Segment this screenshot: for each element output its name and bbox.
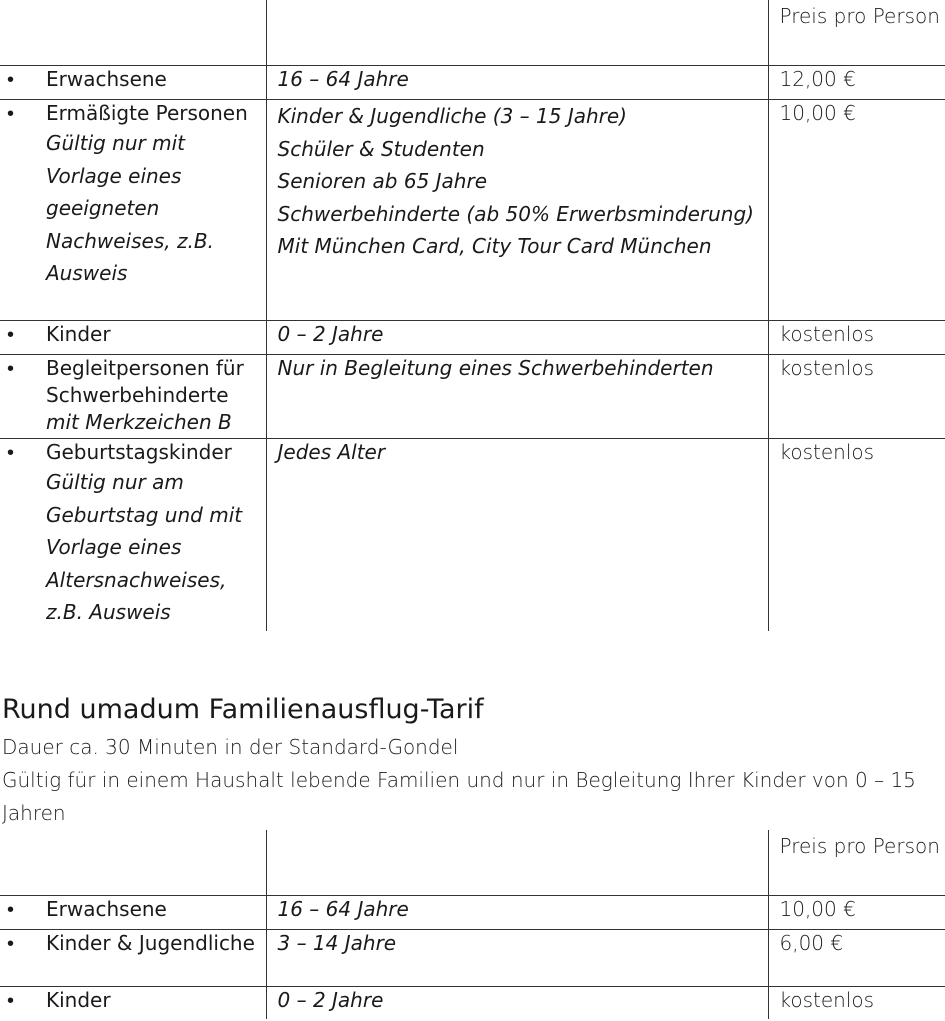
table-header-row — [0, 0, 945, 66]
category-cell — [0, 321, 266, 355]
category-name: Ermäßigte Personen — [46, 101, 248, 125]
table-row — [0, 930, 945, 987]
description-line: Nur in Begleitung eines Schwerbehinderten — [277, 356, 714, 380]
category-note: Gültig nur mit Vorlage eines geeigneten Nachweises, z.B. Ausweis — [46, 131, 214, 285]
description-line: 0 – 2 Jahre — [277, 322, 384, 346]
category-cell — [0, 896, 266, 930]
description-cell: 16 – 64 Jahre — [266, 896, 768, 930]
description-line: Kinder & Jugendliche (3 – 15 Jahre) — [277, 104, 627, 128]
table-row — [0, 439, 945, 632]
header-cell-price: Preis pro Person — [768, 830, 945, 896]
table-row — [0, 896, 945, 930]
price-cell: 10,00 € — [768, 100, 945, 321]
description-cell — [266, 355, 768, 439]
bullet-icon: • — [7, 931, 15, 955]
category-name: Erwachsene — [46, 897, 167, 921]
description-line: Mit München Card, City Tour Card München — [277, 234, 712, 258]
category-name: Geburtstagskinder — [46, 440, 232, 464]
bullet-icon: • — [7, 988, 15, 1012]
table-row — [0, 66, 945, 100]
description-cell — [266, 321, 768, 355]
category-name: Erwachsene — [46, 67, 167, 91]
header-cell-description — [266, 0, 768, 66]
table-row — [0, 100, 945, 321]
description-cell — [266, 439, 768, 632]
price-cell: kostenlos — [768, 439, 945, 632]
price-cell: kostenlos — [768, 987, 945, 1020]
header-cell-category — [0, 0, 266, 66]
bullet-icon: • — [7, 440, 15, 464]
description-line: Schüler & Studenten — [277, 136, 485, 161]
table-row — [0, 321, 945, 355]
category-note: Gültig nur am Geburtstag und mit Vorlage eines Altersnachweises, z.B. Ausweis — [46, 470, 243, 624]
description-cell — [266, 66, 768, 100]
category-note: mit Merkzeichen B — [46, 410, 232, 434]
header-cell-category — [0, 830, 266, 896]
category-name: Kinder — [46, 988, 111, 1012]
price-cell: 6,00 € — [768, 930, 945, 987]
price-cell: kostenlos — [768, 321, 945, 355]
category-name: Begleitpersonen für Schwerbehinderte — [46, 356, 244, 407]
bullet-icon: • — [7, 322, 15, 346]
table-row — [0, 987, 945, 1020]
table-header-row — [0, 830, 945, 896]
price-cell: 12,00 € — [768, 66, 945, 100]
category-cell — [0, 355, 266, 439]
validity-text: Gültig für in einem Haushalt lebende Familien und nur in Begleitung Ihrer Kinder von 0 – 15 Jahren — [2, 768, 916, 825]
description-line: Schwerbehinderte (ab 50% Erwerbsminderung) — [277, 201, 754, 226]
duration-text: Dauer ca. 30 Minuten in der Standard-Gondel — [2, 735, 459, 759]
category-cell — [0, 100, 266, 321]
header-cell-description — [266, 830, 768, 896]
category-cell — [0, 930, 266, 987]
price-cell: kostenlos — [768, 355, 945, 439]
category-name: Kinder — [46, 322, 111, 346]
bullet-icon: • — [7, 897, 15, 921]
category-cell — [0, 66, 266, 100]
bullet-icon: • — [7, 356, 15, 380]
section-title: Rund umadum Familienausflug-Tarif — [2, 694, 484, 725]
description-line: 16 – 64 Jahre — [277, 67, 409, 91]
category-cell — [0, 987, 266, 1020]
table-row — [0, 355, 945, 439]
bullet-icon: • — [7, 67, 15, 91]
category-name: Kinder & Jugendliche — [46, 931, 255, 955]
description-cell: 3 – 14 Jahre — [266, 930, 768, 987]
description-line: Senioren ab 65 Jahre — [277, 169, 488, 193]
description-cell — [266, 100, 768, 321]
header-cell-price: Preis pro Person — [768, 0, 945, 66]
category-cell — [0, 439, 266, 632]
bullet-icon: • — [7, 101, 15, 125]
price-cell: 10,00 € — [768, 896, 945, 930]
price-table-family — [0, 830, 945, 1019]
description-line: Jedes Alter — [277, 440, 386, 464]
description-cell: 0 – 2 Jahre — [266, 987, 768, 1020]
